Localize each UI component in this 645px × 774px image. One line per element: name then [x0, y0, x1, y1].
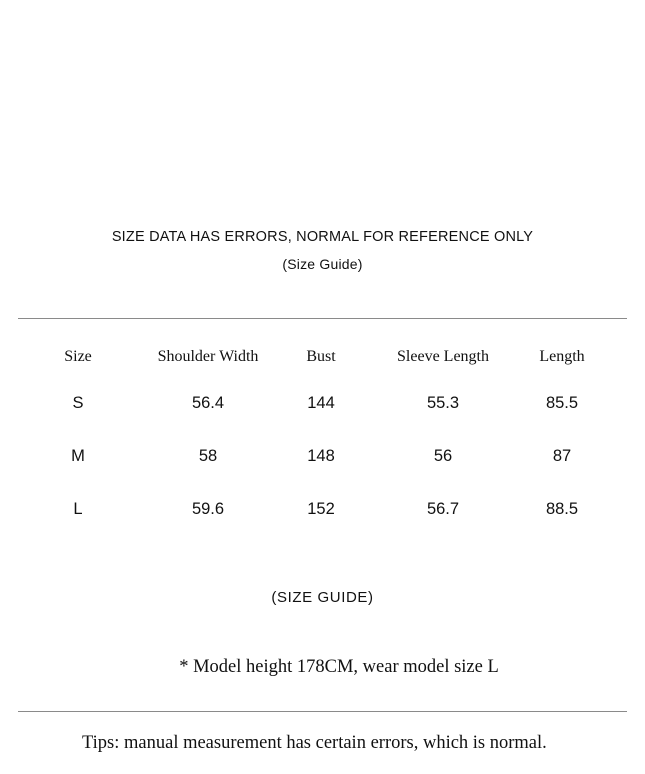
column-header-sleeve-length: Sleeve Length [397, 348, 489, 365]
model-size-note: * Model height 178CM, wear model size L [179, 657, 499, 677]
column-header-size: Size [64, 348, 92, 365]
size-guide-caption: (SIZE GUIDE) [271, 589, 374, 606]
table-cell: S [72, 394, 84, 412]
table-cell: 85.5 [545, 394, 579, 412]
table-cell: 87 [552, 447, 572, 465]
table-cell: 56.7 [426, 500, 460, 518]
table-cell: 88.5 [545, 500, 579, 518]
divider-bottom [18, 711, 627, 712]
table-cell: 56 [433, 447, 453, 465]
column-header-bust: Bust [306, 348, 336, 365]
table-cell: L [73, 500, 83, 518]
table-cell: 148 [307, 447, 335, 465]
size-disclaimer: SIZE DATA HAS ERRORS, NORMAL FOR REFERENCE ONLY [111, 229, 534, 245]
table-cell: 59.6 [191, 500, 225, 518]
table-cell: M [71, 447, 85, 465]
column-header-shoulder-width: Shoulder Width [157, 348, 259, 365]
table-cell: 58 [198, 447, 218, 465]
measurement-tips: Tips: manual measurement has certain errors, which is normal. [82, 733, 547, 753]
column-header-length: Length [539, 348, 585, 365]
size-guide-subtitle: (Size Guide) [282, 256, 363, 272]
table-cell: 55.3 [426, 394, 460, 412]
table-cell: 56.4 [191, 394, 225, 412]
table-cell: 152 [307, 500, 335, 518]
divider-top [18, 318, 627, 319]
table-cell: 144 [307, 394, 335, 412]
